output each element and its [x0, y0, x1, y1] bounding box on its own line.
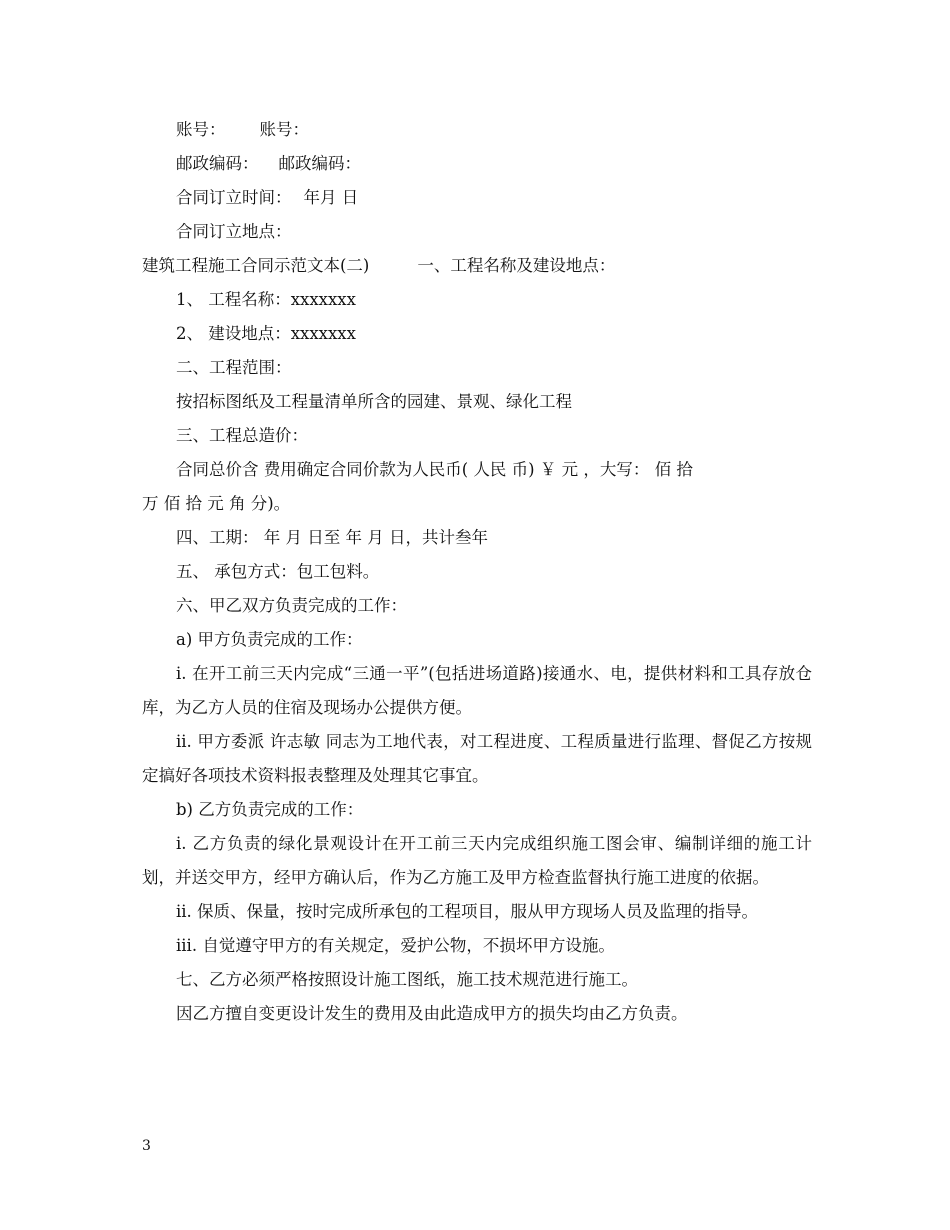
party-b-item-i: i. 乙方负责的绿化景观设计在开工前三天内完成组织施工图会审、编制详细的施工计划，并送交甲方，经甲方确认后，作为乙方施工及甲方检查监督执行施工进度的依据。 — [142, 834, 812, 887]
party-a-item-i: i. 在开工前三天内完成“三通一平”(包括进场道路)接通水、电，提供材料和工具存放仓库，为乙方人员的住宿及现场办公提供方便。 — [142, 664, 812, 717]
section2-body: 按招标图纸及工程量清单所含的园建、景观、绿化工程 — [176, 392, 572, 411]
project-name-line: 1、 工程名称：xxxxxxx — [176, 290, 356, 309]
sign-time-label: 合同订立时间： — [176, 188, 292, 207]
account-line — [142, 113, 812, 147]
section2-title: 二、工程范围： — [176, 358, 292, 377]
section5-contract-mode: 五、 承包方式：包工包料。 — [176, 562, 380, 581]
sign-time-value: 年月 日 — [303, 188, 359, 207]
sample-heading-line — [142, 249, 812, 283]
party-b-item-iii: iii. 自觉遵守甲方的有关规定，爱护公物，不损坏甲方设施。 — [176, 936, 615, 955]
party-b-item-ii: ii. 保质、保量，按时完成所承包的工程项目，服从甲方现场人员及监理的指导。 — [176, 902, 759, 921]
postcode-label-a: 邮政编码： — [176, 154, 259, 173]
project-location-line: 2、 建设地点：xxxxxxx — [176, 324, 356, 343]
account-label-b: 账号： — [259, 120, 309, 139]
postcode-line — [142, 147, 812, 181]
sample-title: 建筑工程施工合同示范文本(二) — [142, 256, 370, 275]
section7-body: 因乙方擅自变更设计发生的费用及由此造成甲方的损失均由乙方负责。 — [176, 1004, 688, 1023]
section3-title: 三、工程总造价： — [176, 426, 308, 445]
postcode-label-b: 邮政编码： — [278, 154, 361, 173]
account-label-a: 账号： — [176, 120, 226, 139]
sign-place-line: 合同订立地点： — [176, 222, 292, 241]
section3-body-line2: 万 佰 拾 元 角 分)。 — [142, 494, 291, 513]
section3-body-line1: 合同总价含 费用确定合同价款为人民币( 人民 币) ￥ 元 ，大写： 佰 拾 — [176, 460, 693, 479]
party-b-title: b) 乙方负责完成的工作： — [176, 800, 364, 819]
sign-time-line — [142, 181, 812, 215]
party-a-title: a) 甲方负责完成的工作： — [176, 630, 363, 649]
document-body — [142, 113, 812, 1031]
party-a-item-ii: ii. 甲方委派 许志敏 同志为工地代表，对工程进度、工程质量进行监理、督促乙方按规定搞好各项技术资料报表整理及处理其它事宜。 — [142, 732, 812, 785]
section1-title: 一、工程名称及建设地点： — [417, 256, 616, 275]
section4-duration: 四、工期： 年 月 日至 年 月 日，共计叁年 — [176, 528, 488, 547]
page-number: 3 — [142, 1138, 151, 1154]
section7-title: 七、乙方必须严格按照设计施工图纸，施工技术规范进行施工。 — [176, 970, 638, 989]
section6-title: 六、甲乙双方负责完成的工作： — [176, 596, 407, 615]
